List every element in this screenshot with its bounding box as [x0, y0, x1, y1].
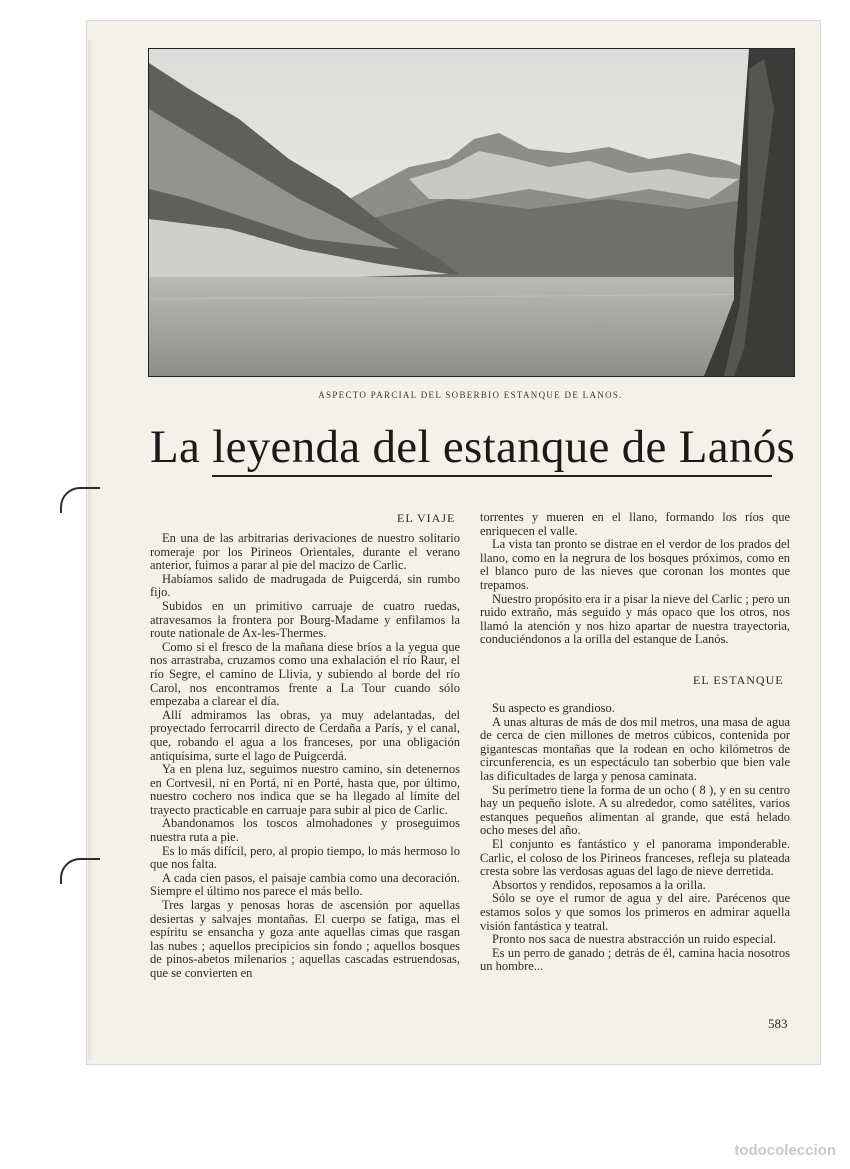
- paragraph: Nuestro propósito era ir a pisar la nieve del Carlic ; pero un ruido extraño, más seguido y más opaco que los otros, nos llamó la atención y nos hizo apartar de nuestra trayectoria, conduciéndonos a la orilla del estanque de Lanós.: [480, 591, 790, 647]
- paragraph: En una de las arbitrarias derivaciones de nuestro solitario romeraje por los Pirineos Orientales, durante el verano anterior, fuimos a parar al pie del macizo de Carlic.: [150, 531, 460, 573]
- article-column-right-top: [480, 511, 790, 647]
- binder-hole: [60, 858, 100, 884]
- watermark-logo: todocoleccion: [734, 1142, 836, 1159]
- paragraph: Subidos en un primitivo carruaje de cuatro ruedas, atravesamos la frontera por Bourg-Madame y enfilamos la route nationale de Ax-les-Thermes.: [150, 598, 460, 641]
- article-column-left: [150, 532, 460, 981]
- photo-caption: ASPECTO PARCIAL DEL SOBERBIO ESTANQUE DE LANOS.: [318, 390, 623, 400]
- paragraph: Absortos y rendidos, reposamos a la orilla.: [492, 877, 706, 892]
- title-underline: [212, 475, 772, 477]
- paragraph: Es lo más difícil, pero, al propio tiempo, lo más hermoso lo que nos falta.: [150, 843, 460, 872]
- paragraph: A cada cien pasos, el paisaje cambia como una decoración. Siempre el último nos parece el más bello.: [150, 870, 460, 899]
- page-number: 583: [768, 1016, 788, 1031]
- binder-hole: [60, 487, 100, 513]
- paragraph: torrentes y mueren en el llano, formando los ríos que enriquecen el valle.: [480, 510, 790, 538]
- paragraph: Tres largas y penosas horas de ascensión por aquellas desiertas y salvajes montañas. El cuerpo se fatiga, mas el espíritu se ensancha y goza ante aquellas cimas que rasgan las nubes ; aquellos precipicios sin fondo ; aquellos bosques de pinos-abetos milenarios ; aquellas cascadas estruendosas, que se convierten en: [150, 898, 460, 980]
- paragraph: Allí admiramos las obras, ya muy adelantadas, del proyectado ferrocarril directo de Cerdaña a París, y el canal, que, robando el agua a los franceses, por una obligación antiquísima, surte el lago de Puigcerdá.: [150, 707, 460, 763]
- paragraph: Pronto nos saca de nuestra abstracción un ruido especial.: [492, 932, 777, 947]
- paragraph: Es un perro de ganado ; detrás de él, camina hacia nosotros un hombre...: [480, 945, 790, 974]
- mountain-lake-photo: [148, 48, 795, 377]
- paragraph: Abandonamos los toscos almohadones y proseguimos nuestra ruta a pie.: [150, 816, 460, 845]
- page-fold-shadow: [88, 40, 94, 1060]
- section-heading-el-viaje: EL VIAJE: [397, 511, 456, 525]
- paragraph: Su perímetro tiene la forma de un ocho ( 8 ), y en su centro hay un pequeño islote. A su alrededor, como satélites, varios estanques pequeños alimentan al grande, que está helado ocho meses del año.: [480, 782, 790, 838]
- paragraph: Su aspecto es grandioso.: [492, 701, 615, 715]
- paragraph: Como si el fresco de la mañana diese bríos a la yegua que nos arrastraba, cruzamos como una exhalación el río Raur, el río Segre, el camino de Llivia, y subiendo al borde del río Carol, nos encontramos frente a La Tour cuando sólo empezaba a clarear el día.: [150, 639, 460, 709]
- paragraph: A unas alturas de más de dos mil metros, una masa de agua de cerca de cien millones de metros cúbicos, contenida por gigantescas montañas que la rodean en ocho kilómetros de circunferencia, es un espectáculo tan soberbio que bien vale las dificultades de larga y penosa caminata.: [480, 714, 790, 783]
- section-heading-el-estanque: EL ESTANQUE: [693, 673, 784, 687]
- paragraph: Ya en plena luz, seguimos nuestro camino, sin detenernos en Cortvesil, ni en Portá, ni en Porté, hasta que, por último, nuestro cochero nos indica que se ha llegado al límite del trayecto practicable en carruaje para subir al pico de Carlic.: [150, 762, 460, 817]
- article-column-right-bottom: [480, 702, 790, 974]
- paragraph: El conjunto es fantástico y el panorama imponderable. Carlic, el coloso de los Pirineos franceses, refleja su plateada cresta sobre las verdosas aguas del lago de nieve derretida.: [480, 836, 790, 879]
- paragraph: La vista tan pronto se distrae en el verdor de los prados del llano, como en la negrura de los bosques próximos, como en el blanco puro de las nieves que coronan los montes que trepamos.: [480, 537, 790, 592]
- article-title: La leyenda del estanque de Lanós: [150, 421, 796, 473]
- paragraph: Sólo se oye el rumor de agua y del aire. Parécenos que estamos solos y que somos los primeros en admirar aquella visión fantástica y teatral.: [480, 891, 790, 933]
- paragraph: Habíamos salido de madrugada de Puigcerdá, sin rumbo fijo.: [150, 571, 460, 600]
